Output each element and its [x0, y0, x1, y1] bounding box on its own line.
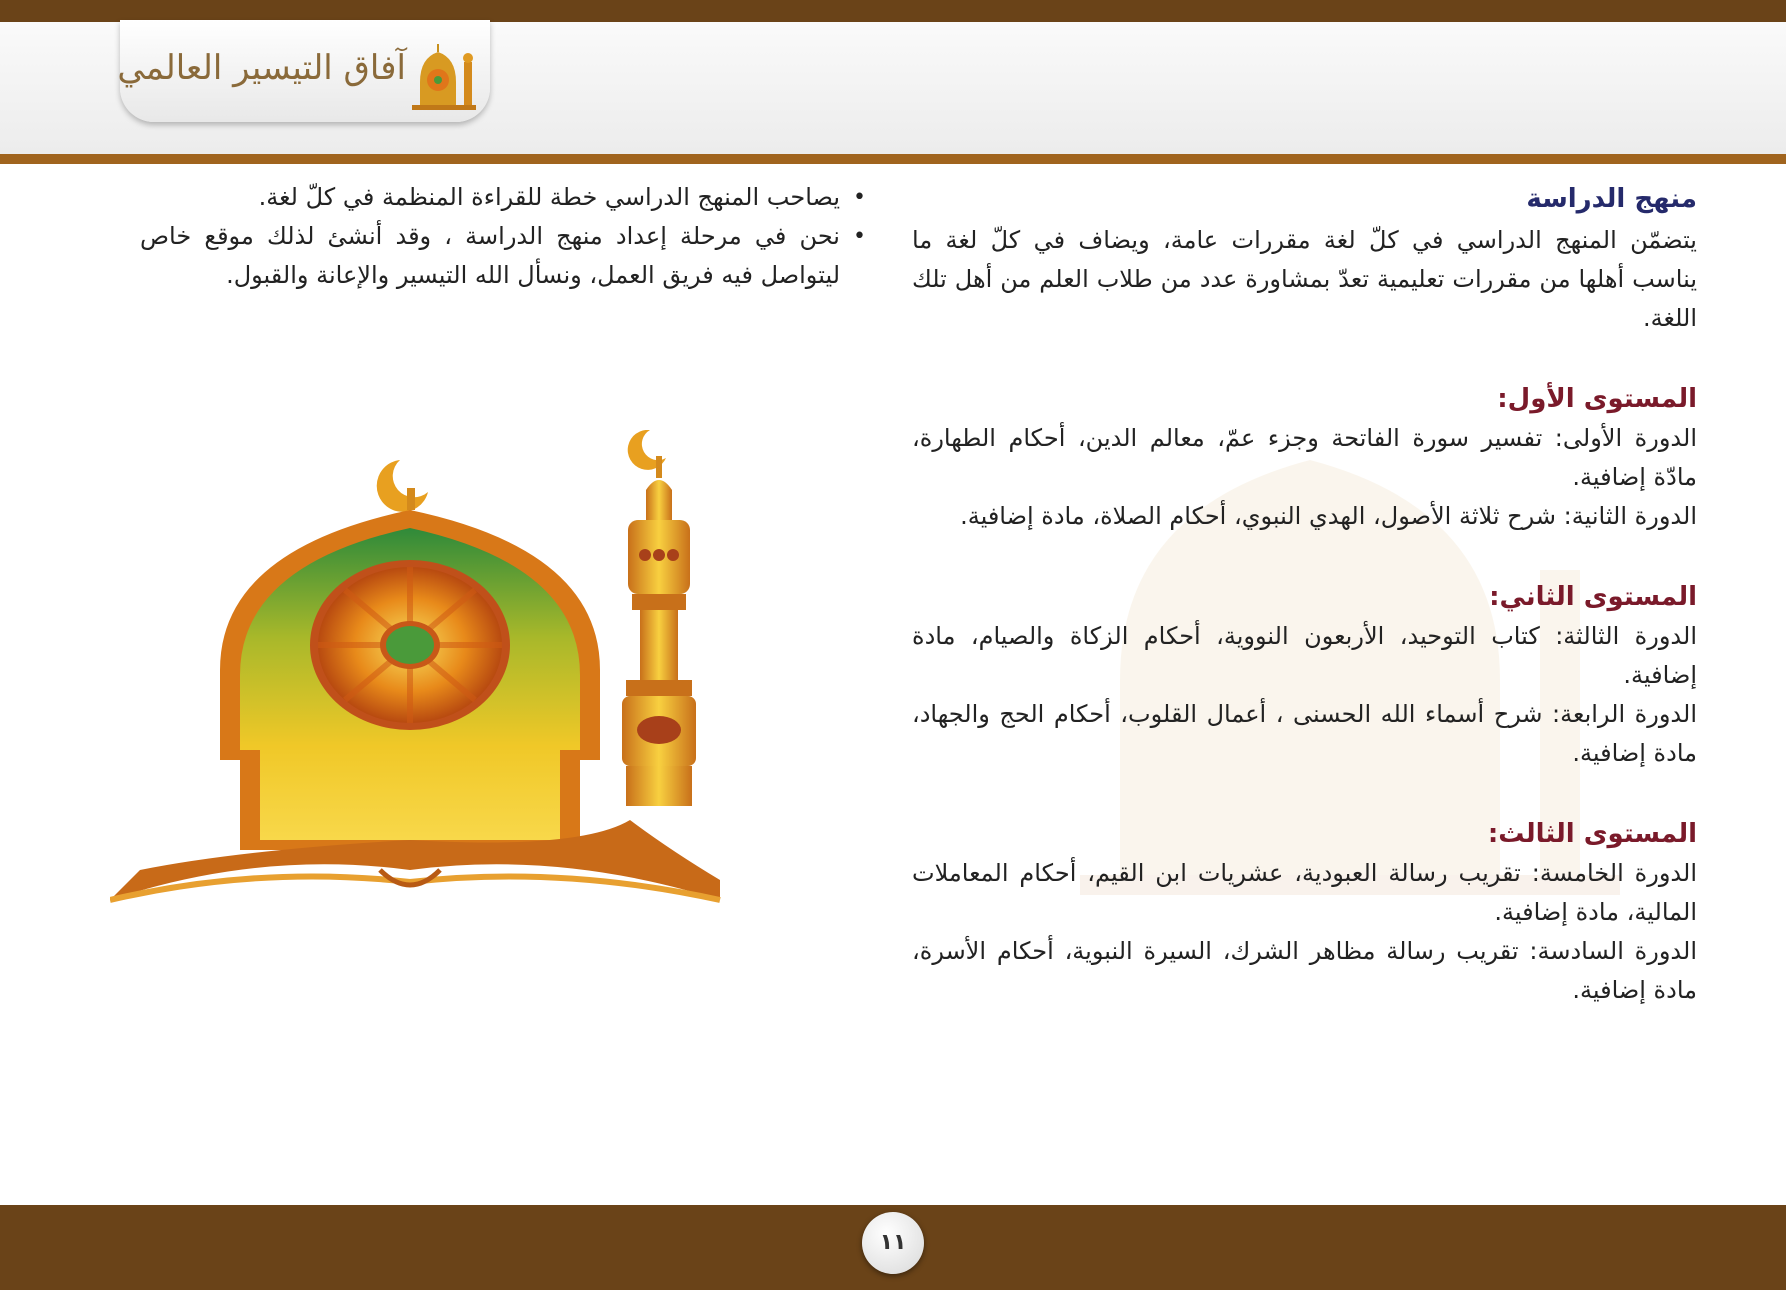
note-text: يصاحب المنهج الدراسي خطة للقراءة المنظمة في كلّ لغة.	[258, 183, 840, 211]
logo-tab	[117, 20, 490, 122]
curriculum-section	[912, 180, 1697, 1010]
mosque-logo-icon	[117, 20, 490, 122]
note-text: نحن في مرحلة إعداد منهج الدراسة ، وقد أنشئ لذلك موقع خاص ليتواصل فيه فريق العمل، ونسأل الله التيسير والإعانة والقبول.	[140, 222, 840, 289]
level-2-course-2: الدورة الرابعة: شرح أسماء الله الحسنى ، أعمال القلوب، أحكام الحج والجهاد، مادة إضافية.	[912, 700, 1697, 767]
level-3-course-2: الدورة السادسة: تقريب رسالة مظاهر الشرك، السيرة النبوية، أحكام الأسرة، مادة إضافية.	[912, 937, 1697, 1004]
level-1-title: المستوى الأول:	[1497, 384, 1697, 414]
notes-section	[140, 178, 870, 295]
level-1-course-1: الدورة الأولى: تفسير سورة الفاتحة وجزء عمّ، معالم الدين، أحكام الطهارة، مادّة إضافية.	[912, 424, 1697, 491]
note-item	[140, 178, 866, 217]
mosque-dome-minaret-icon	[110, 430, 730, 910]
level-1-course-2: الدورة الثانية: شرح ثلاثة الأصول، الهدي النبوي، أحكام الصلاة، مادة إضافية.	[960, 502, 1697, 530]
curriculum-title: منهج الدراسة	[1526, 184, 1697, 214]
header-rule	[0, 154, 1786, 164]
notes-list	[140, 178, 870, 295]
page-number: ١١	[862, 1212, 924, 1274]
level-2-title: المستوى الثاني:	[1489, 582, 1697, 612]
level-3-course-1: الدورة الخامسة: تقريب رسالة العبودية، عشريات ابن القيم، أحكام المعاملات المالية، مادة إضافية.	[912, 859, 1697, 926]
level-3-title: المستوى الثالث:	[1487, 819, 1697, 849]
logo-text: آفاق التيسير العالمي	[117, 48, 406, 88]
curriculum-intro: يتضمّن المنهج الدراسي في كلّ لغة مقررات عامة، ويضاف في كلّ لغة ما يناسب أهلها من مقررات تعليمية تعدّ بمشاورة عدد من طلاب العلم من أهل تلك اللغة.	[912, 226, 1697, 332]
bullet-dot: •	[853, 185, 866, 210]
bullet-dot: •	[853, 224, 866, 249]
note-item	[140, 217, 866, 295]
level-2-course-1: الدورة الثالثة: كتاب التوحيد، الأربعون النووية، أحكام الزكاة والصيام، مادة إضافية.	[912, 622, 1697, 689]
top-band	[0, 0, 1786, 22]
